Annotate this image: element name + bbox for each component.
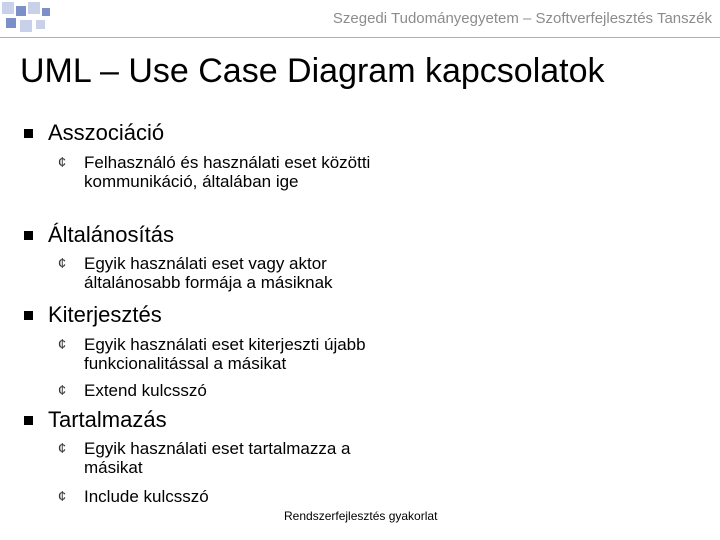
sub-bullet-text: Extend kulcsszó (84, 381, 207, 400)
bullet-square-icon (24, 416, 33, 425)
sub-bullet-text: Felhasználó és használati eset közötti kommunikáció, általában ige (84, 153, 371, 191)
bullet-label: Asszociáció (48, 120, 165, 145)
slide-title: UML – Use Case Diagram kapcsolatok (20, 52, 605, 90)
sub-bullet-icon: ¢ (57, 154, 67, 171)
sub-bullet-text: Include kulcsszó (84, 487, 209, 506)
sub-bullet-text: Egyik használati eset vagy aktor általánosabb formája a másiknak (84, 254, 333, 292)
sub-bullet-icon: ¢ (57, 255, 67, 272)
bullet-label: Általánosítás (48, 222, 174, 247)
header-institution: Szegedi Tudományegyetem – Szoftverfejlesztés Tanszék (332, 10, 712, 27)
bullet-label: Tartalmazás (48, 407, 167, 432)
footer-course: Rendszerfejlesztés gyakorlat (284, 509, 438, 523)
bullet-label: Kiterjesztés (48, 302, 162, 327)
sub-bullet-icon: ¢ (57, 382, 67, 399)
sub-bullet-text: Egyik használati eset kiterjeszti újabb funkcionalitással a másikat (84, 335, 366, 373)
bullet-square-icon (24, 129, 33, 138)
bullet-square-icon (24, 231, 33, 240)
sub-bullet-icon: ¢ (57, 336, 67, 353)
sub-bullet-icon: ¢ (57, 488, 67, 505)
bullet-square-icon (24, 311, 33, 320)
sub-bullet-text: Egyik használati eset tartalmazza a másikat (84, 439, 351, 477)
sub-bullet-icon: ¢ (57, 440, 67, 457)
